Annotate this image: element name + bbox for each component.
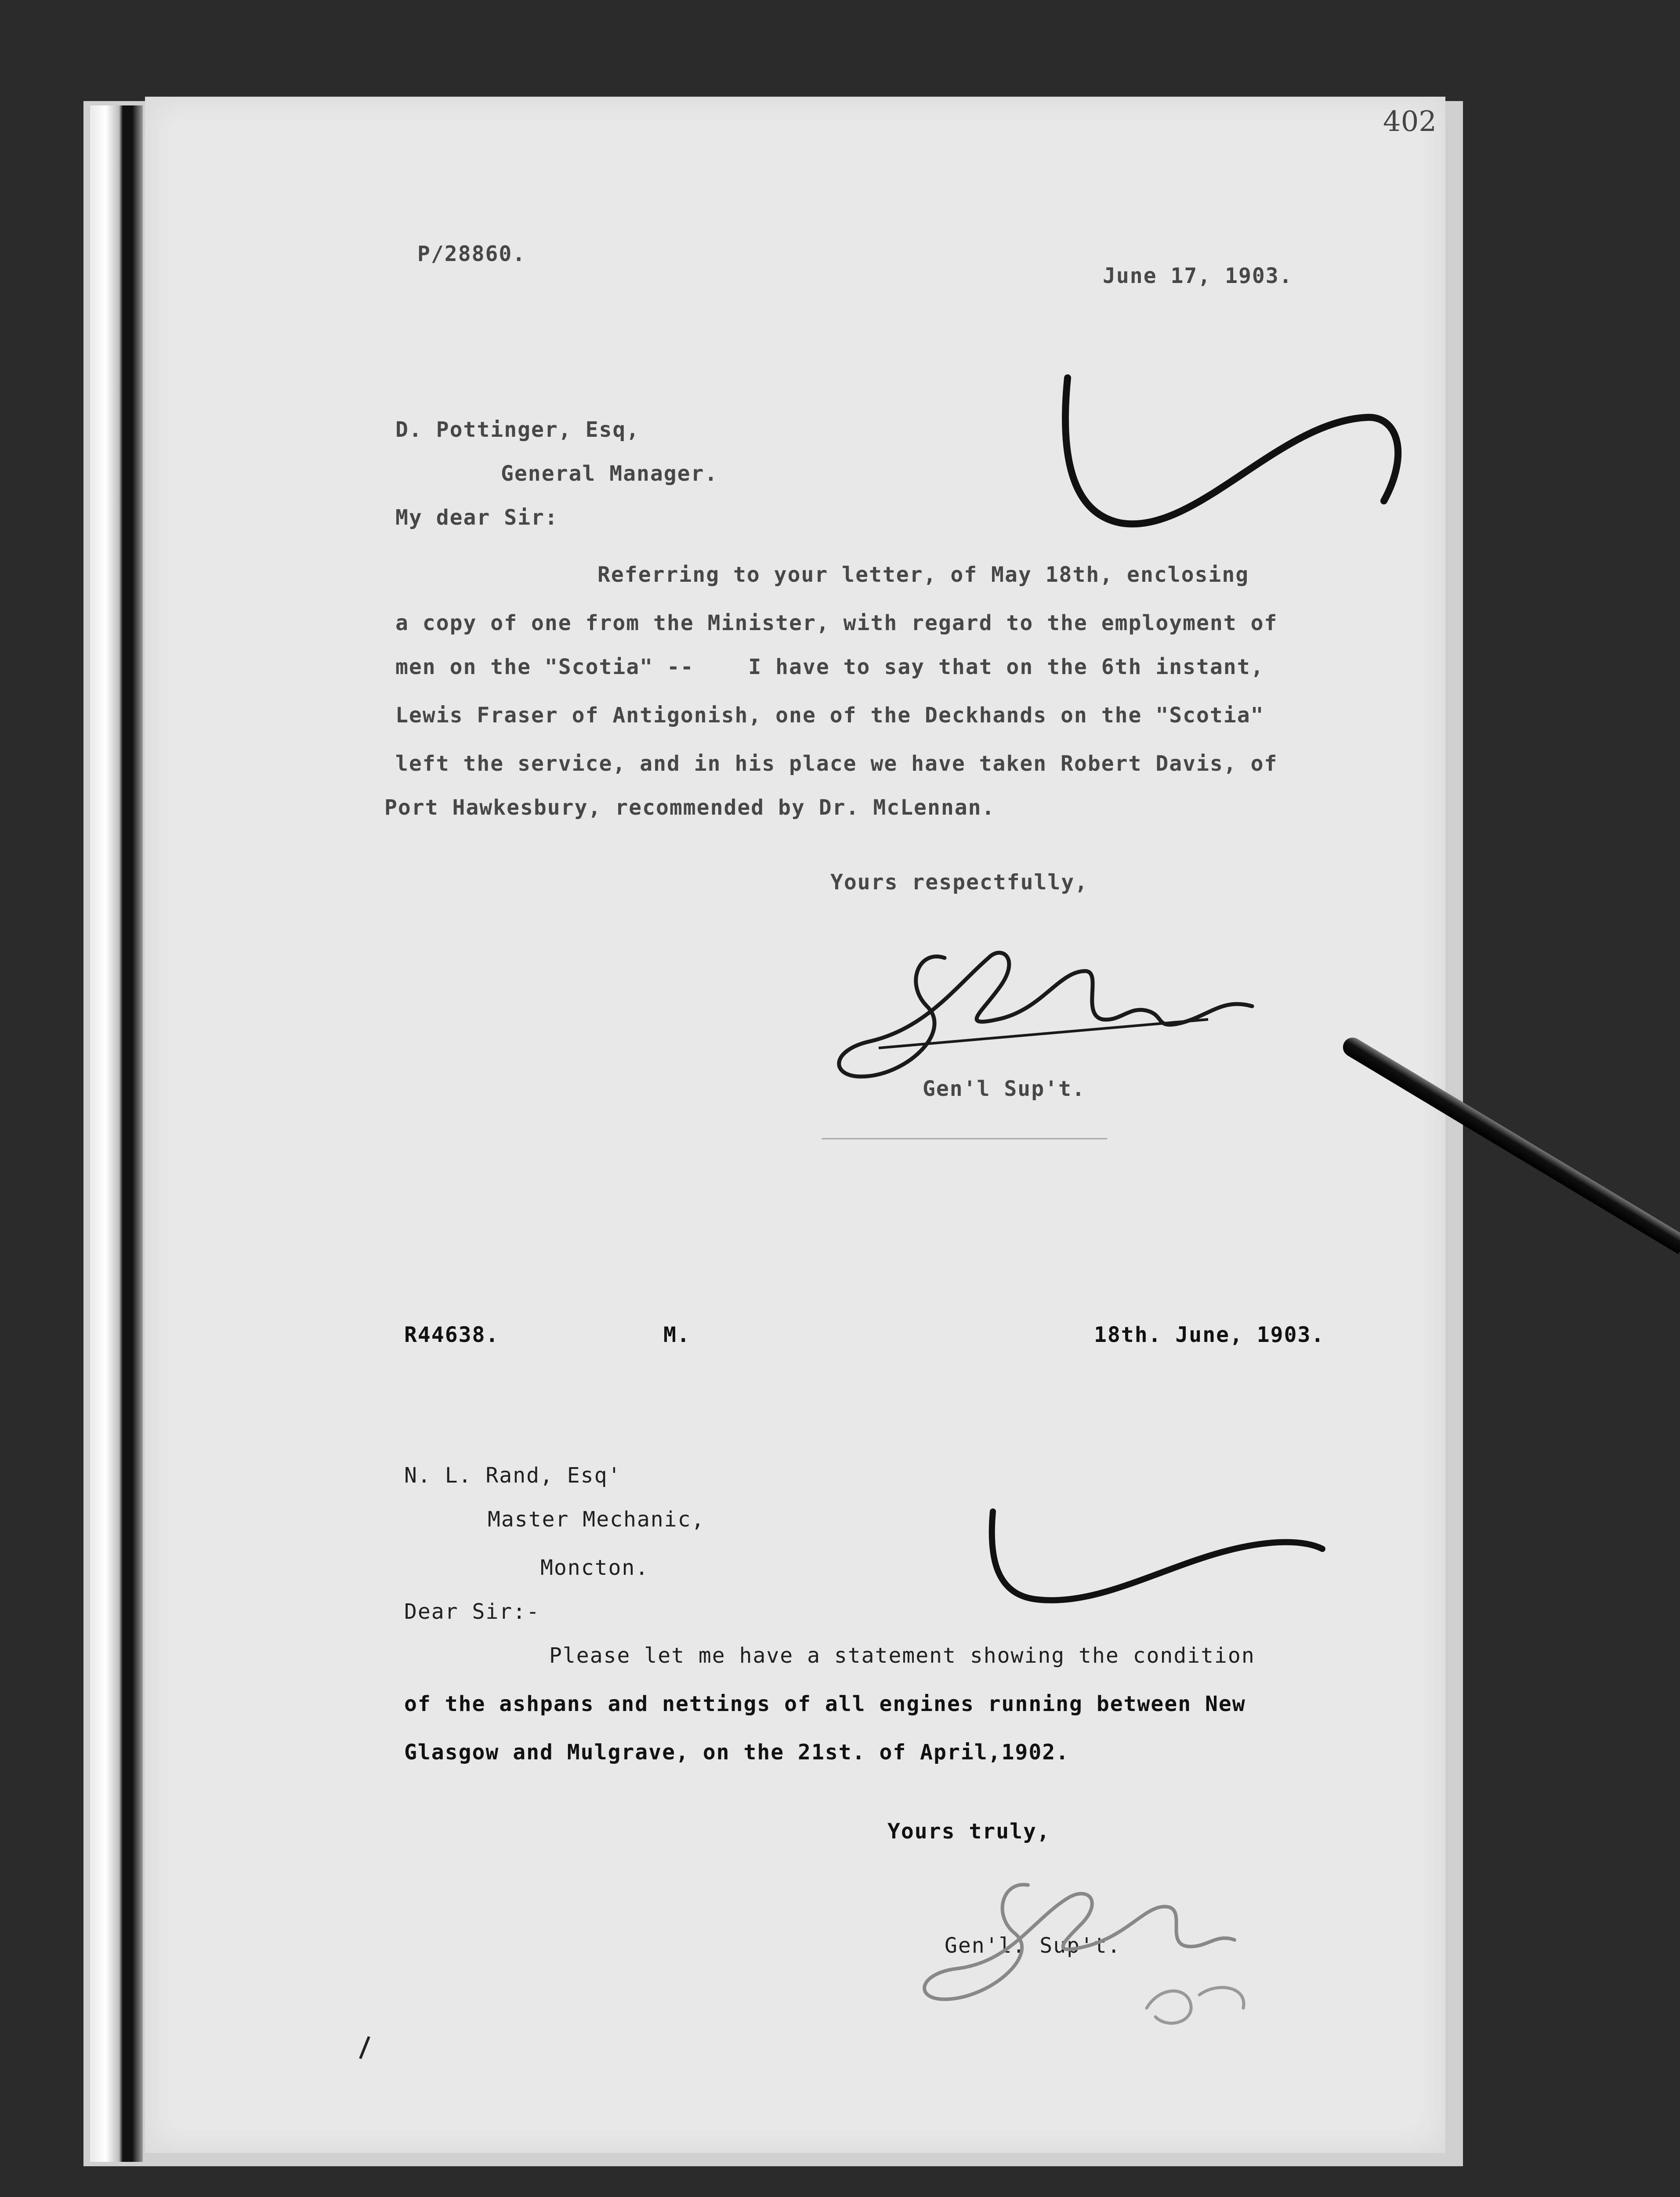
letter2-signature-title: Gen'l. Sup't. bbox=[945, 1933, 1121, 1958]
letter1-body-line: men on the "Scotia" -- I have to say that on the 6th instant, bbox=[395, 655, 1264, 679]
letter1-body-line: a copy of one from the Minister, with regard to the employment of bbox=[395, 611, 1278, 635]
letter1-body-line: Lewis Fraser of Antigonish, one of the Deckhands on the "Scotia" bbox=[395, 703, 1264, 728]
letter2-date: 18th. June, 1903. bbox=[1094, 1323, 1325, 1347]
letter2-salutation: Dear Sir:- bbox=[404, 1599, 540, 1624]
letter2-body-line: Glasgow and Mulgrave, on the 21st. of April,1902. bbox=[404, 1740, 1070, 1765]
margin-pen-mark bbox=[356, 2034, 373, 2061]
letter1-body-line: Referring to your letter, of May 18th, enclosing bbox=[597, 562, 1249, 587]
letterbook-page bbox=[145, 97, 1445, 2153]
letter2-addressee-title: Master Mechanic, bbox=[488, 1507, 705, 1532]
letter1-salutation: My dear Sir: bbox=[395, 505, 558, 530]
letter2-closing: Yours truly, bbox=[887, 1819, 1050, 1844]
letter2-reference: R44638. bbox=[404, 1323, 500, 1347]
letter2-body-line: Please let me have a statement showing the condition bbox=[549, 1643, 1255, 1668]
separator-line bbox=[822, 1138, 1107, 1139]
approval-tick-mark bbox=[1050, 369, 1419, 598]
letter1-reference: P/28860. bbox=[417, 242, 526, 266]
page-number: 402 bbox=[1383, 105, 1437, 138]
letter2-addressee-name: N. L. Rand, Esq' bbox=[404, 1463, 622, 1488]
letter1-body-line: Port Hawkesbury, recommended by Dr. McLennan. bbox=[384, 795, 996, 820]
letter1-signature-title: Gen'l Sup't. bbox=[923, 1077, 1086, 1101]
signature-price bbox=[813, 932, 1274, 1098]
approval-tick-mark bbox=[980, 1494, 1331, 1652]
letter1-addressee-name: D. Pottinger, Esq, bbox=[395, 417, 640, 442]
letter1-body-line: left the service, and in his place we have taken Robert Davis, of bbox=[395, 751, 1278, 776]
letter1-date: June 17, 1903. bbox=[1103, 264, 1293, 288]
signature-price bbox=[883, 1863, 1300, 2039]
letterbook-binding bbox=[90, 105, 143, 2162]
letter1-addressee-title: General Manager. bbox=[501, 461, 718, 486]
letter2-body-line: of the ashpans and nettings of all engines running between New bbox=[404, 1692, 1246, 1716]
letter1-closing: Yours respectfully, bbox=[830, 870, 1089, 895]
letter2-initial: M. bbox=[663, 1323, 691, 1347]
letter2-addressee-place: Moncton. bbox=[540, 1555, 649, 1580]
